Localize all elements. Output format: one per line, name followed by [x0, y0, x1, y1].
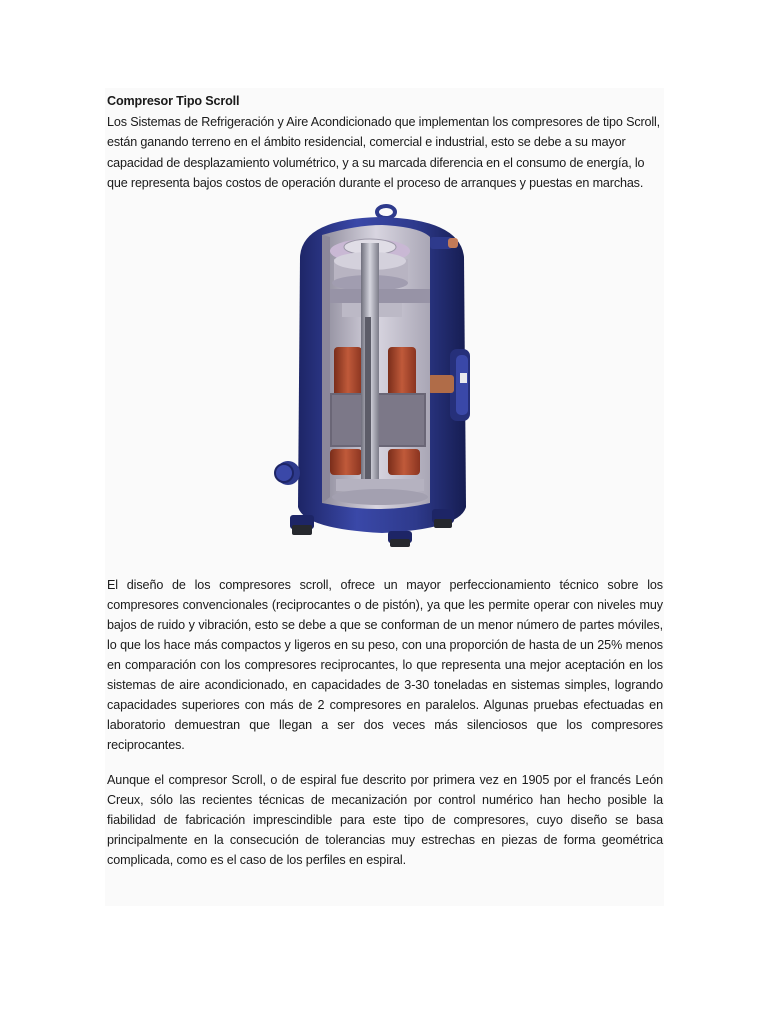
document-title: Compresor Tipo Scroll: [107, 94, 240, 108]
scroll-compressor-image: [270, 197, 494, 577]
intro-section: [107, 91, 663, 194]
paragraph-design: El diseño de los compresores scroll, ofrece un mayor perfeccionamiento técnico sobre los compresores convencionales (reciprocantes o de pistón), ya que les permite operar con niveles muy bajos de ruido y vibración, esto se debe a que se conforman de un menor número de partes móviles, lo que los hace más compactos y ligeros en su peso, con una proporción de hasta de un 25% menos en comparación con los compresores reciprocantes, lo que representa una mejor aceptación en los sistemas de aire acondicionado, en capacidades de 3-30 toneladas en sistemas simples, logrando capacidades superiores con más de 2 compresores en paralelos. Algunas pruebas efectuadas en laboratorio demuestran que llegan a ser dos veces más silenciosos que los compresores reciprocantes.: [107, 578, 663, 752]
paragraph-history: Aunque el compresor Scroll, o de espiral fue descrito por primera vez en 1905 por el francés León Creux, sólo las recientes técnicas de mecanización por control numérico han hecho posible la fiabilidad de fabricación imprescindible para este tipo de compresores, cuyo diseño se basa principalmente en la consecución de tolerancias muy estrechas en piezas de forma geométrica complicada, como es el caso de los perfiles en espiral.: [107, 773, 663, 867]
intro-paragraph: Los Sistemas de Refrigeración y Aire Acondicionado que implementan los compresores de tipo Scroll, están ganando terreno en el ámbito residencial, comercial e industrial, esto se debe a su mayor capacidad de desplazamiento volumétrico, y a su marcada diferencia en el consumo de energía, lo que representa bajos costos de operación durante el proceso de arranques y puestas en marchas.: [107, 114, 661, 190]
compressor-cutaway-illustration: [270, 197, 494, 577]
